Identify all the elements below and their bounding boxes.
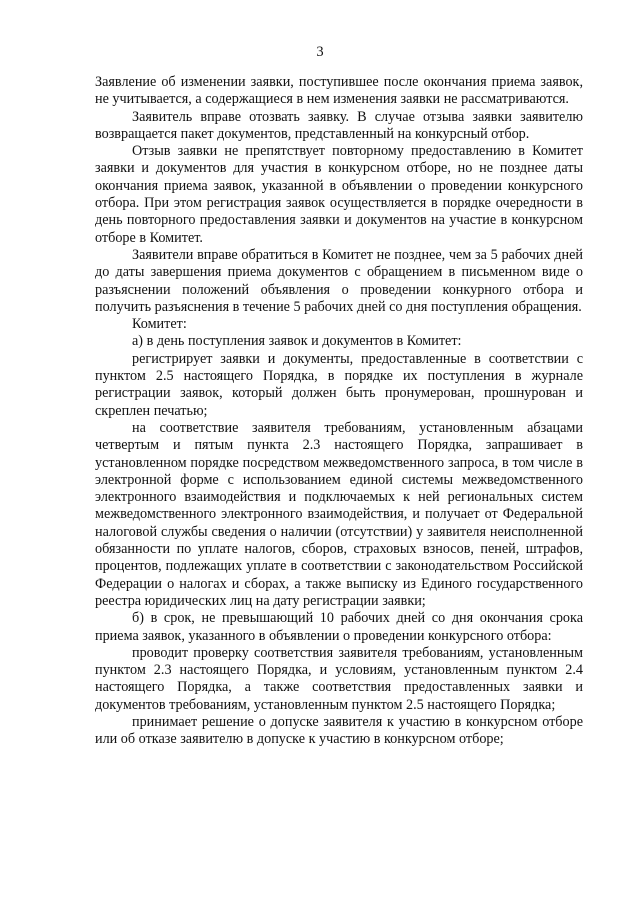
paragraph-admission-decision: принимает решение о допуске заявителя к участию в конкурсном отборе или об отказе заявителю в допуске к участию в конкурсном отборе; bbox=[95, 713, 583, 748]
paragraph-amendment-after-deadline: Заявление об изменении заявки, поступившее после окончания приема заявок, не учитывается, а содержащиеся в нем изменения заявки не рассматриваются. bbox=[95, 74, 583, 108]
paragraph-item-b: б) в срок, не превышающий 10 рабочих дней со дня окончания срока приема заявок, указанного в объявлении о проведении конкурсного отбора: bbox=[95, 610, 583, 644]
page-number: 3 bbox=[316, 44, 324, 60]
paragraph-conducts-check: проводит проверку соответствия заявителя требованиям, установленным пунктом 2.3 настоящего Порядка, и условиям, установленным пунктом 2.4 настоящего Порядка, а также соответствия предоставленных заявки и документов требованиям, установленным пунктом 2.5 настоящего Порядка; bbox=[95, 644, 583, 713]
body-text bbox=[95, 74, 583, 749]
paragraph-clarification-request: Заявители вправе обратиться в Комитет не позднее, чем за 5 рабочих дней до даты завершения приема документов с обращением в письменном виде о разъяснении положений объявления о проведении конкурного отбора и получить разъяснения в течение 5 рабочих дней со дня поступления обращения. bbox=[95, 246, 583, 315]
paragraph-resubmission: Отзыв заявки не препятствует повторному предоставлению в Комитет заявки и документов для участия в конкурсном отборе, но не позднее даты окончания приема заявок, указанной в объявлении о проведении конкурсного отбора. При этом регистрация заявок осуществляется в порядке очередности в день повторного предоставления заявки и документов на участие в конкурсном отборе в Комитет. bbox=[95, 143, 583, 246]
paragraph-item-a: а) в день поступления заявок и документов в Комитет: bbox=[132, 333, 462, 350]
paragraph-interagency-request: на соответствие заявителя требованиям, установленным абзацами четвертым и пятым пункта 2.3 настоящего Порядка, запрашивает в установленном порядке посредством межведомственного запроса, в том числе в электронной форме с использованием единой системы межведомственного электронного взаимодействия и подключаемых к ней региональных систем межведомственного электронного взаимодействия, и получает от Федеральной налоговой службы сведения о наличии (отсутствии) у заявителя неисполненной обязанности по уплате налогов, сборов, страховых взносов, пеней, штрафов, процентов, подлежащих уплате в соответствии с законодательством Российской Федерации о налогах и сборах, а также выписку из Единого государственного реестра юридических лиц на дату регистрации заявки; bbox=[95, 419, 583, 609]
paragraph-withdraw-application: Заявитель вправе отозвать заявку. В случае отзыва заявки заявителю возвращается пакет документов, представленный на конкурсный отбор. bbox=[95, 108, 583, 142]
paragraph-committee-heading: Комитет: bbox=[132, 316, 187, 333]
paragraph-registers-applications: регистрирует заявки и документы, предоставленные в соответствии с пунктом 2.5 настоящего Порядка, в порядке их поступления в журнале регистрации заявок, который должен быть пронумерован, прошнурован и скреплен печатью; bbox=[95, 350, 583, 419]
